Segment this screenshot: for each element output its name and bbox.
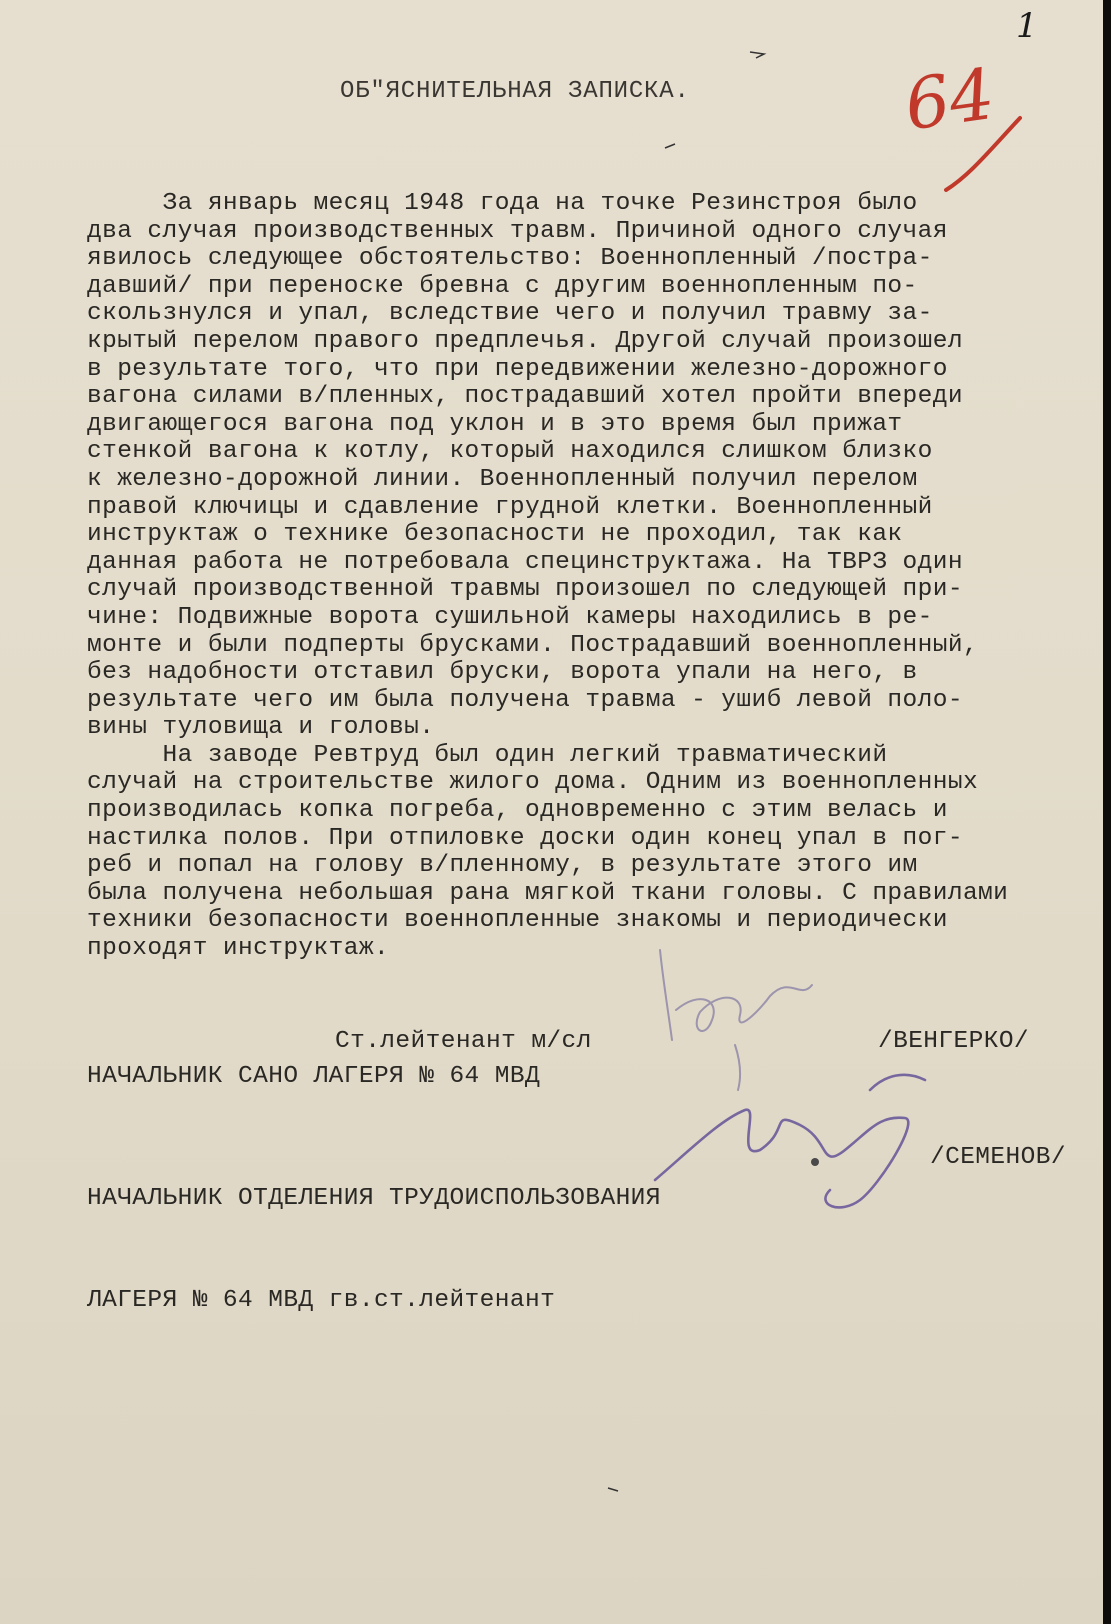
body-line: была получена небольшая рана мягкой ткани головы. С правилами (87, 879, 1009, 907)
signature-1-rank: Ст.лейтенант м/сл (335, 1028, 592, 1055)
body-line: производилась копка погреба, одновременно с этим велась и (87, 797, 948, 825)
body-line: без надобности отставил бруски, ворота упали на него, в (87, 659, 918, 687)
body-line: За январь месяц 1948 года на точке Резинстроя было (87, 190, 918, 217)
body-line: техники безопасности военнопленные знакомы и периодически (87, 907, 948, 935)
stray-mark (608, 1488, 618, 1491)
signature-2-name: /СЕМЕНОВ/ (930, 1144, 1066, 1171)
signature-1-scribble (660, 950, 812, 1090)
body-line: скользнулся и упал, вследствие чего и получил травму за- (87, 300, 933, 328)
body-line: На заводе Ревтруд был один легкий травматический (87, 741, 888, 769)
body-line: настилка полов. При отпиловке доски один конец упал в пог- (87, 824, 963, 852)
body-line: стенкой вагона к котлу, который находился слишком близко (87, 438, 933, 466)
signature-2-title-line-2: ЛАГЕРЯ № 64 МВД гв.ст.лейтенант (87, 1287, 556, 1314)
body-line: давший/ при переноске бревна с другим военнопленным по- (87, 272, 918, 300)
archive-mark-stroke (946, 118, 1020, 190)
signature-dot (811, 1158, 819, 1166)
document-body (87, 190, 1008, 963)
body-line: инструктаж о технике безопасности не проходил, так как (87, 521, 903, 549)
signature-1-name: /ВЕНГЕРКО/ (878, 1028, 1030, 1055)
scan-edge (1103, 0, 1111, 1624)
archive-mark-number: 64 (899, 52, 1000, 147)
body-line: явилось следующее обстоятельство: Военнопленный /постра- (87, 245, 933, 273)
body-line: случай производственной травмы произошел по следующей при- (87, 576, 963, 604)
body-line: данная работа не потребовала специнструктажа. На ТВРЗ один (87, 548, 963, 576)
page-number: 1 (1016, 6, 1038, 46)
stray-mark (665, 144, 675, 148)
body-line: монте и были подперты брусками. Пострадавший военнопленный, (87, 631, 979, 659)
body-line: правой ключицы и сдавление грудной клетки. Военнопленный (87, 493, 933, 521)
body-line: проходят инструктаж. (87, 935, 390, 963)
body-line: вины туловища и головы. (87, 714, 435, 742)
document-title: ОБ"ЯСНИТЕЛЬНАЯ ЗАПИСКА. (340, 78, 690, 105)
body-line: в результате того, что при передвижении железно-дорожного (87, 355, 948, 383)
body-line: реб и попал на голову в/пленному, в результате этого им (87, 852, 918, 880)
signature-2-scribble (655, 1075, 925, 1208)
signature-2-title-line-1: НАЧАЛЬНИК ОТДЕЛЕНИЯ ТРУДОИСПОЛЬЗОВАНИЯ (87, 1185, 661, 1212)
stray-mark (750, 52, 764, 58)
body-line: чине: Подвижные ворота сушильной камеры находились в ре- (87, 603, 933, 631)
archive-mark (900, 53, 1020, 190)
body-line: крытый перелом правого предплечья. Другой случай произошел (87, 327, 963, 355)
signature-block-2 (87, 1114, 661, 1386)
body-line: два случая производственных травм. Причиной одного случая (87, 217, 948, 245)
body-line: двигающегося вагона под уклон и в это время был прижат (87, 410, 903, 438)
body-line: к железно-дорожной линии. Военнопленный получил перелом (87, 465, 918, 493)
body-line: случай на строительстве жилого дома. Одним из военнопленных (87, 769, 979, 797)
body-line: результате чего им была получена травма - ушиб левой поло- (87, 686, 963, 714)
signature-1-title: НАЧАЛЬНИК САНО ЛАГЕРЯ № 64 МВД (87, 1063, 541, 1090)
body-line: вагона силами в/пленных, пострадавший хотел пройти впереди (87, 383, 963, 411)
